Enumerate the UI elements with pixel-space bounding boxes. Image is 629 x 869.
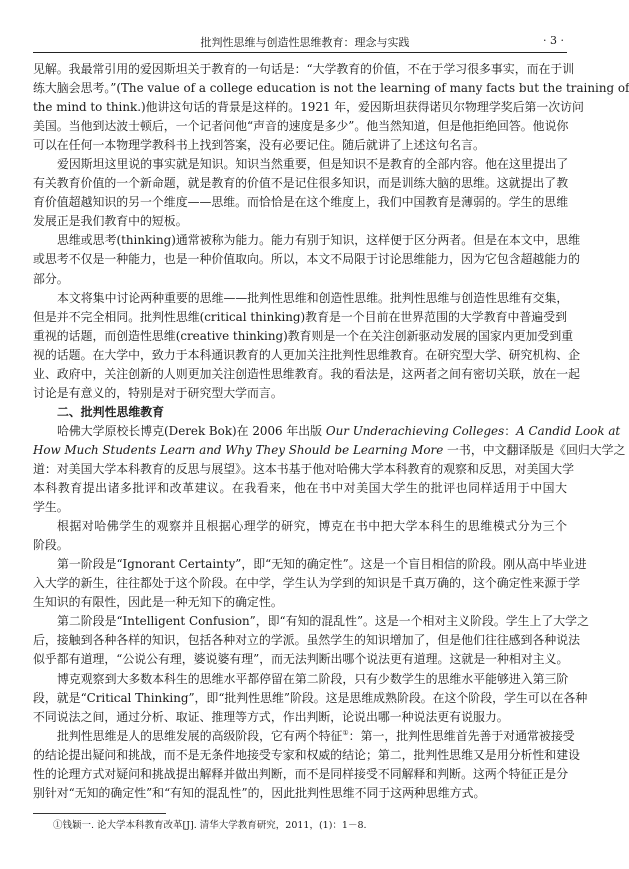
paragraph	[33, 727, 580, 803]
italic-book-title: Our Underachieving Colleges	[325, 423, 505, 438]
text-line	[33, 422, 621, 441]
paragraph	[33, 231, 581, 288]
text-line: 可以在任何一本物理学教科书上找到答案，没有必要记住。随后就讲了上述这句名言。	[33, 138, 485, 153]
paragraph	[33, 289, 580, 403]
footnote-divider	[33, 813, 166, 814]
text-line: 的结论提出疑问和挑战，而不是无条件地接受专家和权威的结论；第二，批判性思维又是用分析性和建设	[33, 747, 580, 762]
text-line: 见解。我最常引用的爱因斯坦关于教育的一句话是：“大学教育的价值，不在于学习很多事实，而在于训	[33, 62, 575, 76]
text-segment: 批判性思维是人的思维发展的高级阶段，它有两个特征	[57, 728, 343, 743]
text-line: 性的论理方式对疑问和挑战提出解释并做出判断，而不是同样接受不同解释和判断。这两个特征正是分	[33, 766, 569, 781]
text-line: the mind to think.)他讲这句话的背景是这样的。1921 年，爱因斯坦获得诺贝尔物理学奖后第一次访问	[33, 100, 584, 115]
text-line: 或思考不仅是一种能力，也是一种价值取向。所以，本文不局限于讨论思维能力，因为它包含超越能力的	[33, 252, 580, 267]
text-line: 道：对美国大学本科教育的反思与展望》。这本书基于他对哈佛大学本科教育的观察和反思，对美国大学	[33, 461, 575, 476]
text-line: 后，接触到各种各样的知识，包括各种对立的学派。虽然学生的知识增加了，但是他们往往感到各种说法	[33, 633, 580, 648]
page-number: · 3 ·	[543, 34, 564, 47]
article-body	[33, 60, 629, 803]
header-divider	[33, 52, 567, 53]
text-line: 学生。	[33, 500, 69, 515]
text-line: 有关教育价值的一个新命题，就是教育的价值不是记住很多知识，而是训练大脑的思维。这就提出了教	[33, 176, 569, 191]
text-line: 阶段。	[33, 538, 69, 553]
text-line: 段，就是“Critical Thinking”，即“批判性思维”阶段。这是思维成熟阶段。在这个阶段，学生可以在各种	[33, 690, 588, 705]
paragraph	[33, 555, 587, 612]
text-line: 入大学的新生，往往都处于这个阶段。在中学，学生认为学到的知识是千真万确的，这个确定性来源于学	[33, 576, 580, 591]
text-line	[33, 727, 575, 746]
text-segment: ：	[504, 423, 517, 438]
footnote-marker: ①	[342, 728, 349, 737]
text-line: 讨论是有意义的，特别是对于研究型大学而言。	[33, 385, 283, 400]
paragraph	[33, 612, 589, 669]
paragraph	[33, 517, 567, 555]
running-header-title: 批判性思维与创造性思维教育：理念与实践	[200, 36, 410, 49]
text-line: 视的话题。在大学中，致力于本科通识教育的人更加关注批判性思维教育。在研究型大学、研究机构、企	[33, 347, 580, 362]
text-line: 本科教育提出诸多批评和改革建议。在我看来，他在书中对美国大学生的批评也同样适用于中国大	[33, 481, 567, 496]
text-line: 重视的话题，而创造性思维(creative thinking)教育则是一个在关注创新驱动发展的国家内更加受到重	[33, 328, 574, 343]
footnote: ①钱颖一. 论大学本科教育改革[J]. 清华大学教育研究，2011，(1)：1－8.	[53, 820, 367, 831]
text-line: 美国。当他到达波士顿后，一个记者问他“声音的速度是多少”。他当然知道，但是他拒绝回答。他说你	[33, 119, 569, 134]
text-line: 不同说法之间，通过分析、取证、推理等方式，作出判断，论说出哪一种说法更有说服力。	[33, 709, 509, 724]
paragraph	[33, 422, 626, 517]
text-segment: ：第一，批判性思维首先善于对通常被接受	[348, 728, 575, 743]
italic-book-title: A Candid Look at	[516, 423, 621, 438]
paragraph	[33, 155, 567, 231]
text-segment: 哈佛大学原校长博克(Derek Bok)在 2006 年出版	[57, 423, 326, 438]
text-line: 育价值超越知识的另一个维度——思维。而恰恰是在这个维度上，我们中国教育是薄弱的。学生的思维	[33, 195, 569, 210]
text-line: 别针对“无知的确定性”和“有知的混乱性”的，因此批判性思维不同于这两种思维方式。	[33, 785, 486, 800]
text-line: 爱因斯坦这里说的事实就是知识。知识当然重要，但是知识不是教育的全部内容。他在这里提出了	[57, 157, 569, 172]
text-line: 发展正是我们教育中的短板。	[33, 214, 188, 229]
text-line: 博克观察到大多数本科生的思维水平都停留在第二阶段，只有少数学生的思维水平能够进入第三阶	[57, 671, 569, 686]
text-line: 但是并不完全相同。批判性思维(critical thinking)教育是一个目前在世界范围的大学教育中普遍受到	[33, 309, 567, 324]
text-line: 第二阶段是“Intelligent Confusion”，即“有知的混乱性”。这是一个相对主义阶段。学生上了大学之	[57, 614, 589, 629]
text-line	[33, 441, 626, 460]
text-line: 本文将集中讨论两种重要的思维——批判性思维和创造性思维。批判性思维与创造性思维有交集，	[57, 290, 569, 305]
text-line: 思维或思考(thinking)通常被称为能力。能力有别于知识，这样便于区分两者。但是在本文中，思维	[57, 233, 581, 248]
text-line: 业、政府中，关注创新的人则更加关注创造性思维教育。我的看法是，这两者之间有密切关联，放在一起	[33, 366, 580, 381]
text-line: 练大脑会思考。”(The value of a college education is not the learning of many facts but the training of	[33, 81, 629, 96]
paragraph	[33, 670, 588, 727]
text-line: 根据对哈佛学生的观察并且根据心理学的研究，博克在书中把大学本科生的思维模式分为三个	[57, 519, 567, 534]
text-line: 第一阶段是“Ignorant Certainty”，即“无知的确定性”。这是一个盲目相信的阶段。刚从高中毕业进	[57, 557, 587, 572]
paragraph	[33, 60, 629, 155]
text-segment: 一书，中文翻译版是《回归大学之	[443, 442, 626, 457]
text-line: 似乎都有道理，“公说公有理，婆说婆有理”，而无法判断出哪个说法更有道理。这就是一种相对主义。	[33, 652, 569, 667]
text-line: 二、批判性思维教育	[57, 404, 165, 419]
text-line: 部分。	[33, 271, 69, 286]
section-heading	[33, 403, 567, 422]
text-line: 生知识的有限性，因此是一种无知下的确定性。	[33, 595, 283, 610]
italic-book-title: How Much Students Learn and Why They Should be Learning More	[33, 442, 444, 457]
